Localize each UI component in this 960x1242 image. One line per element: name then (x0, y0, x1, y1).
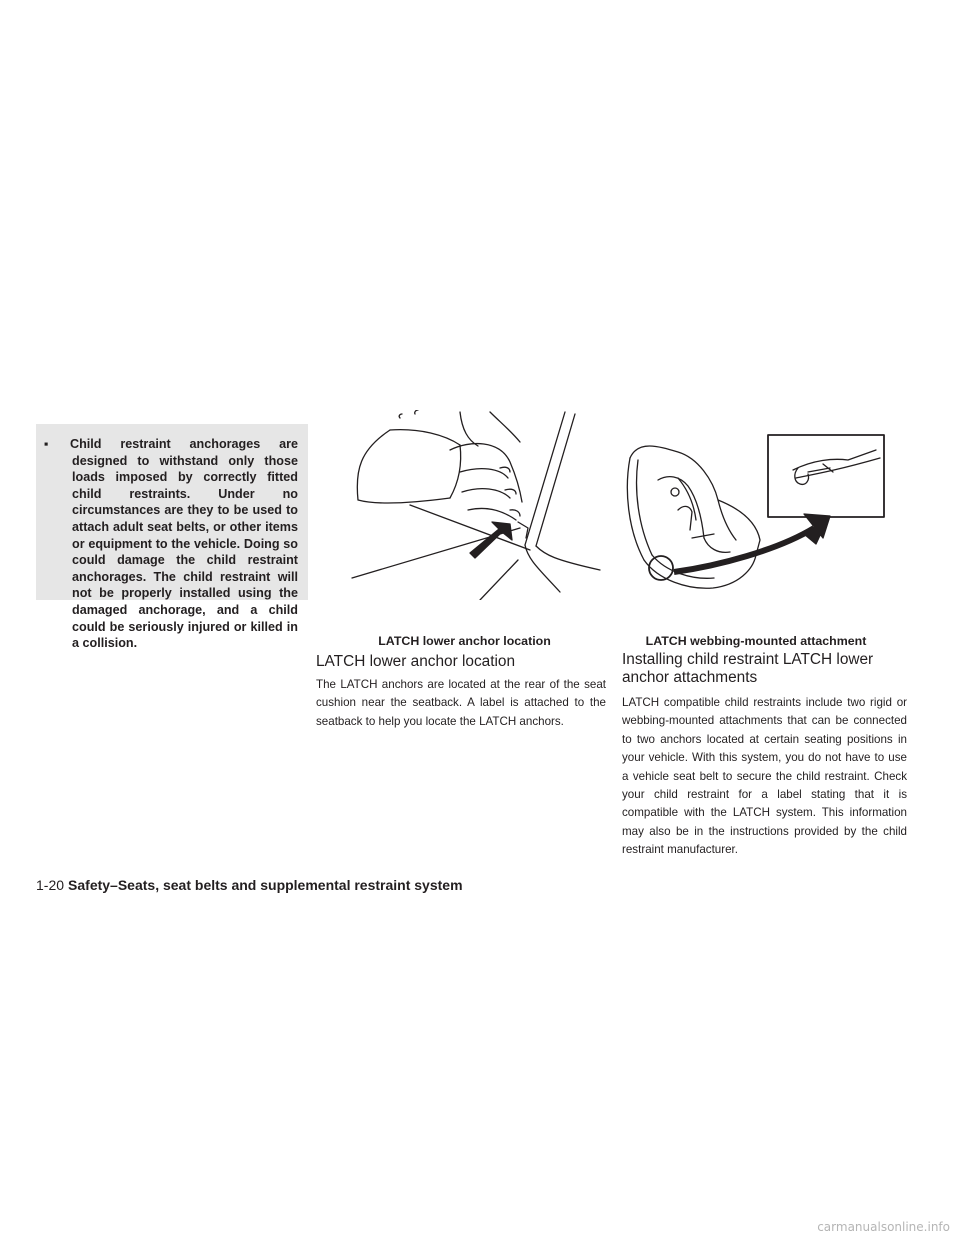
latch-webbing-illustration (618, 430, 888, 610)
left-figure-caption: LATCH lower anchor location (378, 634, 551, 648)
footer-section-title: Safety–Seats, seat belts and supplemental restraint system (68, 877, 463, 893)
warning-text (44, 436, 298, 652)
left-section-heading: LATCH lower anchor location (316, 653, 516, 670)
page-footer (36, 877, 463, 893)
page-number: 1-20 (36, 877, 65, 893)
right-figure-caption: LATCH webbing-mounted attachment (645, 634, 867, 648)
right-section-heading: Installing child restraint LATCH lower anchor attachments (622, 651, 874, 686)
watermark: carmanualsonline.info (817, 1220, 950, 1234)
latch-lower-anchor-illustration (350, 410, 610, 600)
warning-box (36, 424, 308, 651)
bullet-icon: ▪ (44, 437, 49, 451)
warning-body: Child restraint anchorages are designed to withstand only those loads imposed by correctly fitted child restraints. Under no circumstances are they to be used to attach adult seat belts, or other items or equipment to the vehicle. Doing so could damage the child restraint anchorages. The child restraint will not be properly installed using the damaged anchorage, and a child could be seriously injured or killed in a collision. (70, 437, 298, 651)
left-section-body: The LATCH anchors are located at the rear of the seat cushion near the seatback. A label is attached to the seatback to help you locate the LATCH anchors. (316, 678, 606, 728)
latch-lower-anchor-figure (350, 410, 610, 600)
latch-webbing-figure (618, 430, 888, 610)
right-section-body: LATCH compatible child restraints include two rigid or webbing-mounted attachments that can be connected to two anchors located at certain seating positions in your vehicle. With this system, you do not have to use a vehicle seat belt to secure the child restraint. Check your child restraint for a label stating that it is compatible with the LATCH system. This information may also be in the instructions provided by the child restraint manufacturer. (622, 696, 907, 857)
